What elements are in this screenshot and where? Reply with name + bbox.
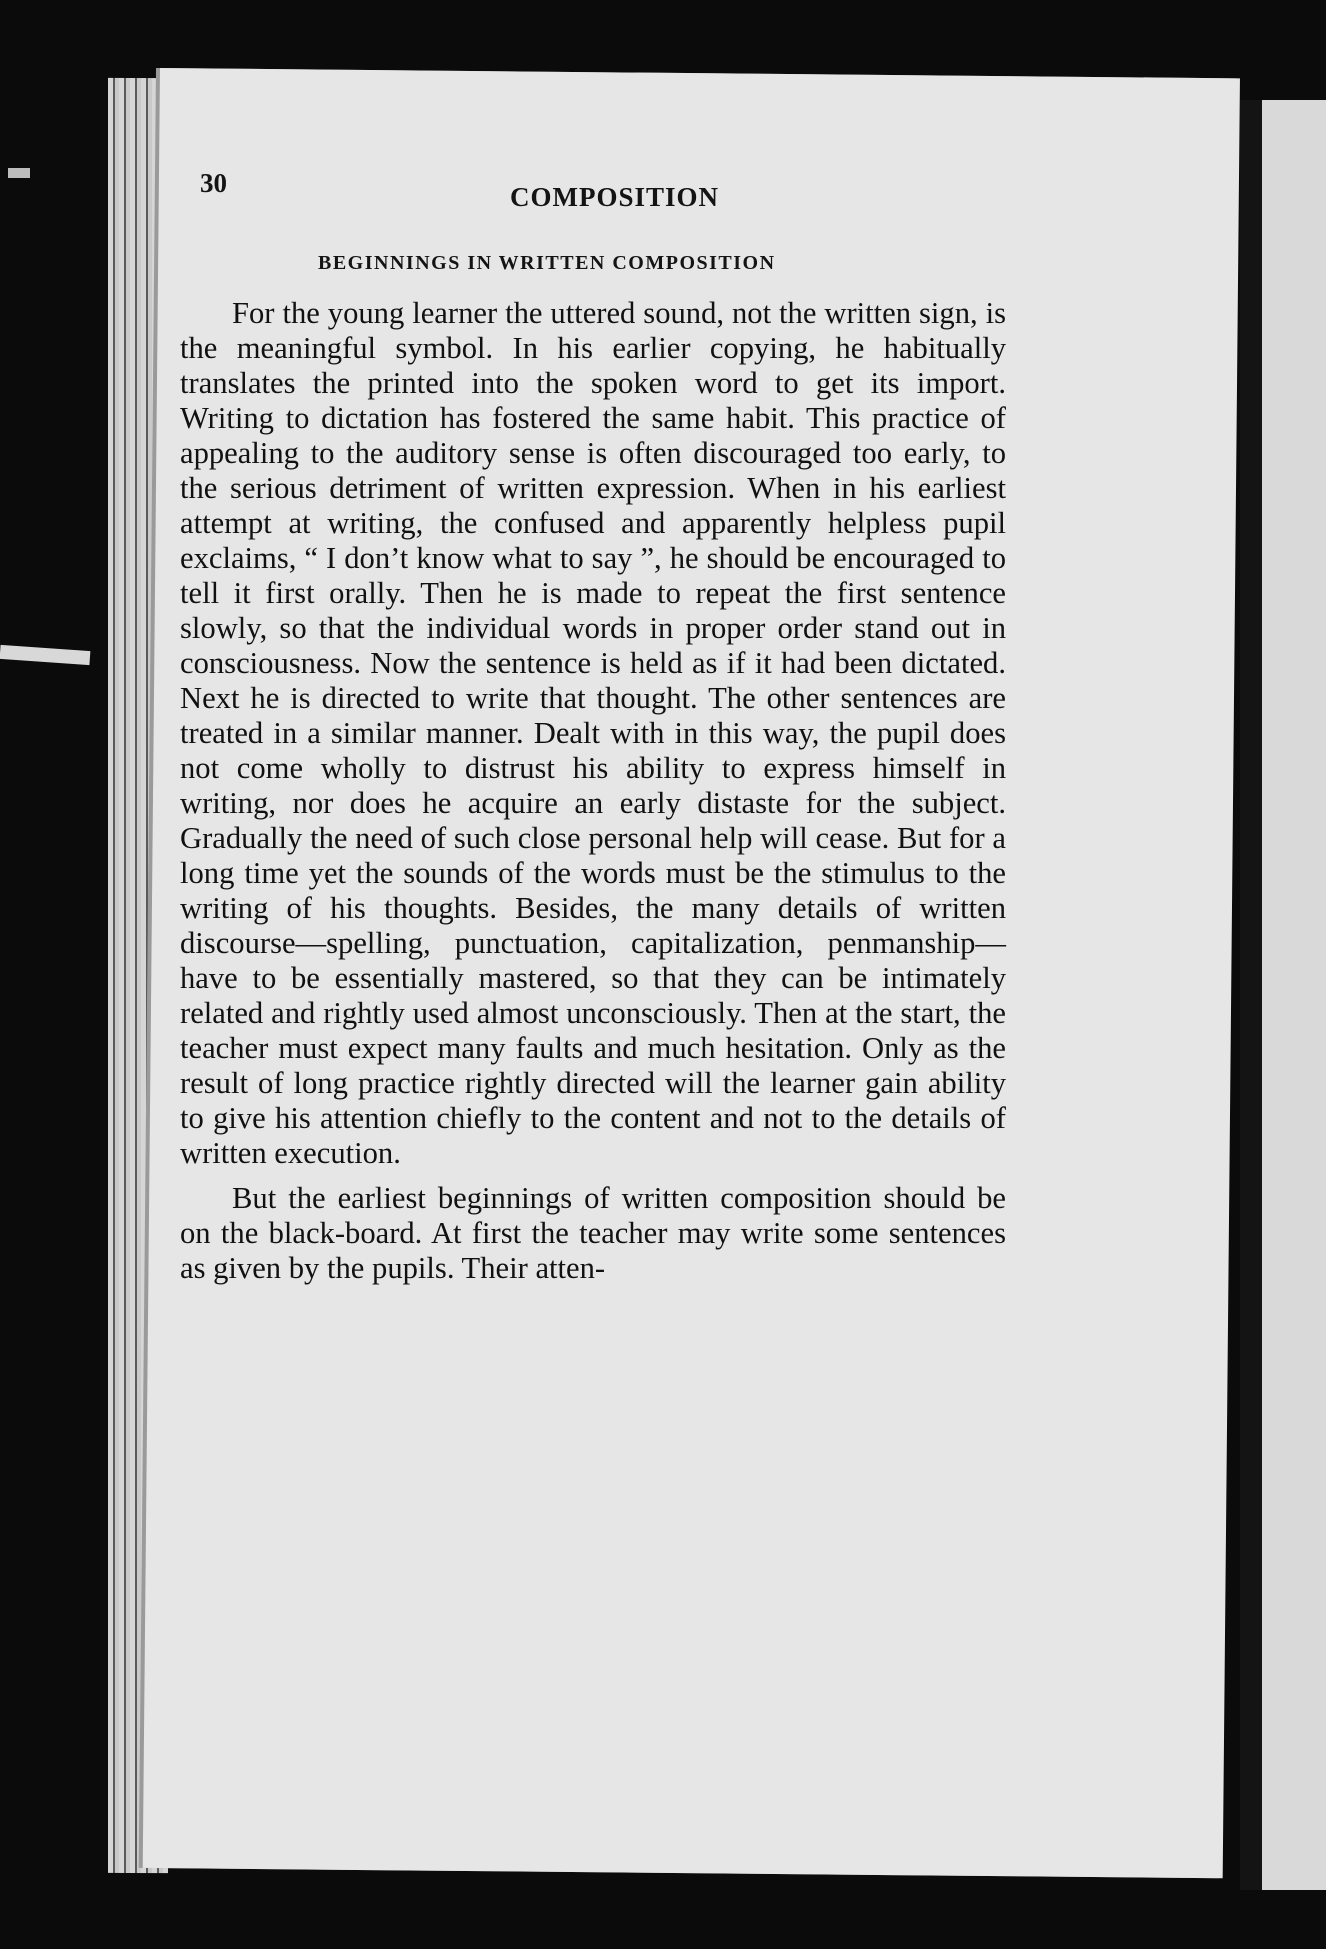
paper-scrap bbox=[8, 168, 30, 178]
running-head: COMPOSITION bbox=[510, 182, 720, 212]
section-heading: BEGINNINGS IN WRITTEN COMPOSITION bbox=[318, 252, 776, 274]
page-header bbox=[200, 168, 960, 228]
binding-shadow bbox=[1240, 100, 1264, 1890]
facing-page-edge bbox=[1262, 100, 1326, 1890]
page-number: 30 bbox=[200, 168, 227, 198]
paragraph: But the earliest beginnings of written composition should be on the black-board. At first the teacher may write some sentences as given by the pupils. Their atten- bbox=[180, 1181, 1006, 1285]
body-text bbox=[180, 296, 1006, 1286]
paper-scrap bbox=[0, 645, 90, 665]
paragraph: For the young learner the uttered sound, not the written sign, is the meaningful symbol. In his earlier copying, he habitually translates the printed into the spoken word to get its import. Writing to dictation has fostered the same habit. This practice of appealing to the auditory sense is often discouraged too early, to the serious detriment of written expression. When in his earliest attempt at writing, the confused and apparently helpless pupil exclaims, “ I don’t know what to say ”, he should be encouraged to tell it first orally. Then he is made to repeat the first sentence slowly, so that the individual words in proper order stand out in consciousness. Now the sentence is held as if it had been dictated. Next he is directed to write that thought. The other sentences are treated in a similar manner. Dealt with in this way, the pupil does not come wholly to distrust his ability to express himself in writing, nor does he acquire an early distaste for the subject. Gradually the need of such close personal help will cease. But for a long time yet the sounds of the words must be the stimulus to the writing of his thoughts. Besides, the many details of written discourse—spelling, punctuation, capitalization, penmanship—have to be essentially mastered, so that they can be intimately related and rightly used almost unconsciously. Then at the start, the teacher must expect many faults and much hesitation. Only as the result of long practice rightly directed will the learner gain ability to give his attention chiefly to the content and not to the details of written execution. bbox=[180, 296, 1006, 1170]
